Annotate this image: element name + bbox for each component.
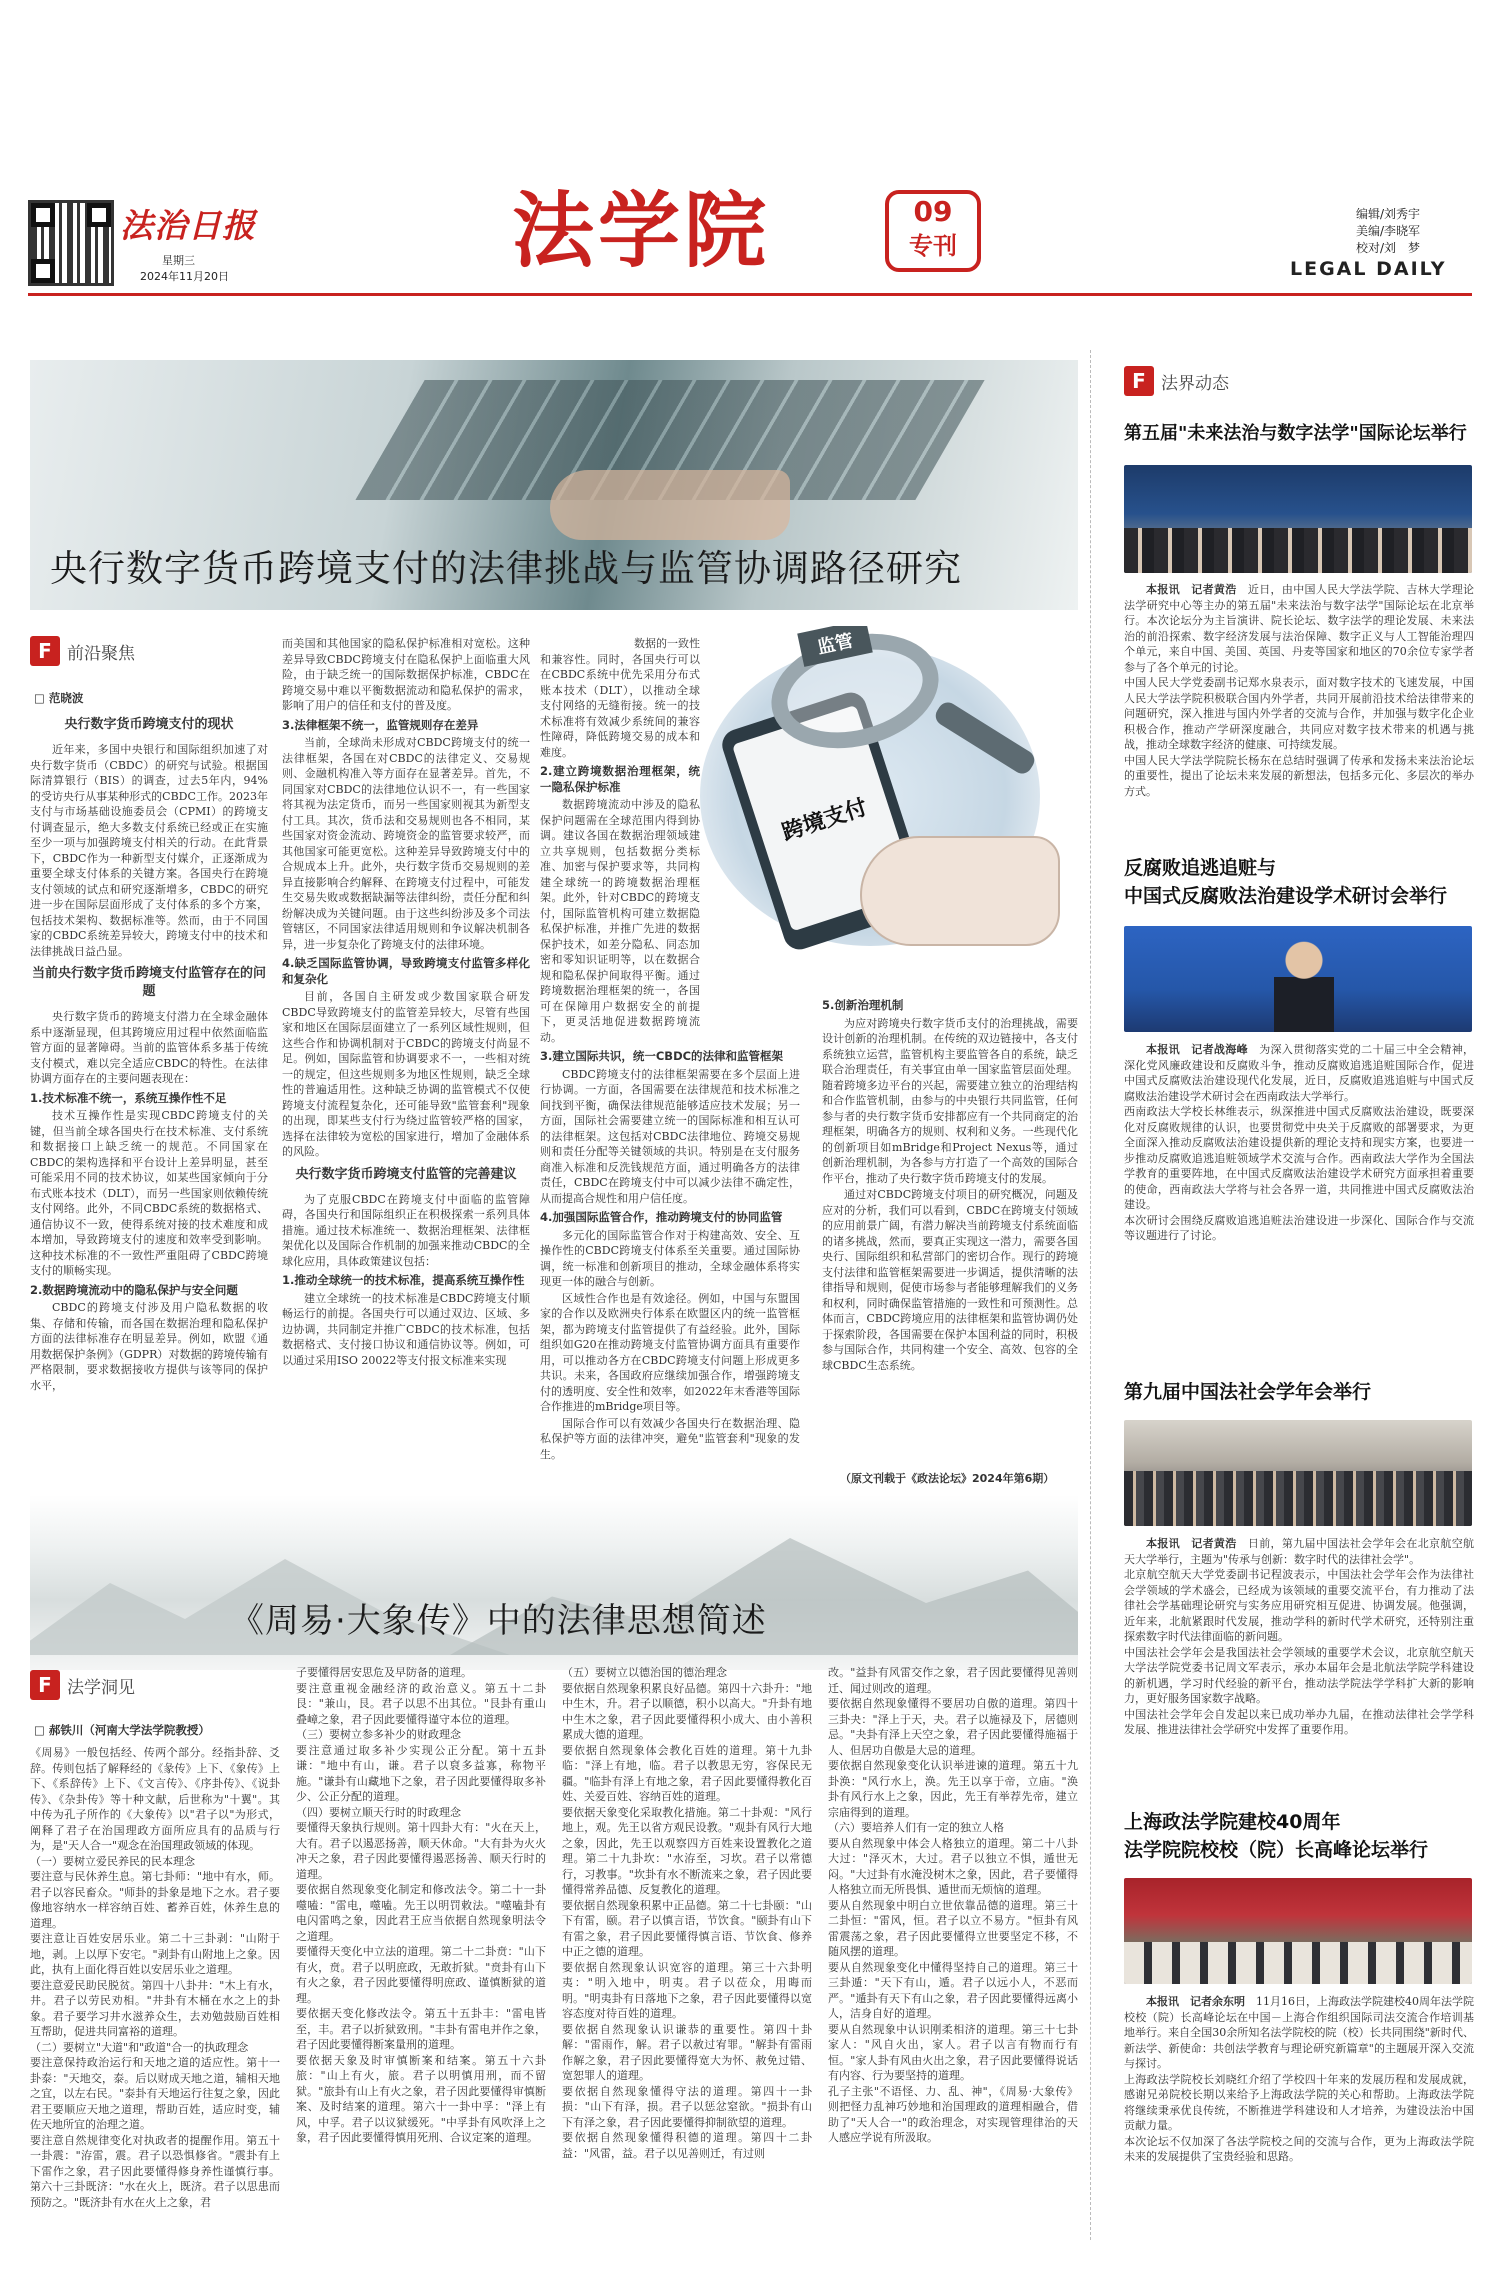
news-photo-forum [1124,465,1472,573]
paragraph: 为应对跨境央行数字货币支付的治理挑战，需要设计创新的治理机制。在传统的双边链接中，各支付系统独立运营，监管机构主要监管各自的系统，缺乏联合治理责任，有关事宜由单一国家监管层面处理。随着跨境多边平台的兴起，需要建立独立的治理结构和合作监管机制，由参与的中央银行共同监管，任何参与者的央行数字货币安排都应有一个共同商定的治理框架，明确各方的规则、权利和义务。一些现代化的创新项目如mBridge和Project Nexus等，通过创新治理机制，为各参与方打造了一个高效的国际合作平台，推动了央行数字货币跨境支付的发展。 [822,1016,1078,1185]
point-heading: 5.创新治理机制 [822,998,904,1012]
paragraph: 而美国和其他国家的隐私保护标准相对宽松。这种差异导致CBDC跨境支付在隐私保护上面临重大风险，由于缺乏统一的国际数据保护标准，CBDC在跨境交易中难以平衡数据流动和隐私保护的需求，影响了用户的信任和支付的普及度。 [282,637,530,712]
column-divider [1090,350,1091,2240]
news-photo-sociology [1124,1420,1472,1526]
news-byline: 本报讯 记者战海峰 [1146,1043,1248,1056]
photo-group [1124,1471,1472,1526]
source-note: （原文刊载于《政法论坛》2024年第6期） [840,1472,1055,1485]
paragraph: 央行数字货币的跨境支付潜力在全球金融体系中逐渐显现，但其跨境应用过程中依然面临监管方面的显著障碍。当前的监管体系多基于传统支付模式，难以完全适应CBDC的特性。在法律协调方面存在的主要问题表现在： [30,1010,268,1085]
paragraph: 数据的一致性和兼容性。同时，各国央行可以在CBDC系统中优先采用分布式账本技术（DLT），以推动全球支付网络的无缝衔接。统一的技术标准将有效减少系统间的兼容性障碍，降低跨境交易的成本和难度。 [540,637,700,759]
qr-corner-icon [31,203,55,227]
photo-speaker [1274,940,1334,1032]
supervision-sign: 监管 [797,626,873,667]
masthead-rule [28,293,1472,296]
point-heading: 3.法律框架不统一，监管规则存在差异 [282,717,479,732]
paragraph: 为了克服CBDC在跨境支付中面临的监管障碍，各国央行和国际组织正在积极探索一系列具体措施。通过技术标准统一、数据治理框架、法律框架优化以及国际合作机制的加强来推动CBDC的全球化应用，具体政策建议包括： [282,1192,530,1268]
section-label: 法学洞见 [67,1677,135,1698]
news-byline: 本报讯 记者黄浩 [1146,583,1237,596]
lead-column-2 [282,636,530,1468]
subheading: 当前央行数字货币跨境支付监管存在的问题 [31,966,266,999]
news-body [1124,1536,1474,1780]
paragraph: 当前，全球尚未形成对CBDC跨境支付的统一法律框架，各国在对CBDC的法律定义、交易规则、金融机构准入等方面存在显著差异。首先，不同国家对CBDC的法律地位认识不一，有一些国家将其视为法定货币，而另一些国家则视其为新型支付工具。其次，货币法和交易规则也各不相同，某些国家对资金流动、跨境资金的监管要求较严，而其他国家可能更宽松。这种差异导致跨境支付中的合规成本上升。此外，央行数字货币交易规则的差异直接影响合约解释、在跨境支付过程中，可能发生交易失败或数据缺漏等法律纠纷，责任分配和纠纷解决成为关键问题。由于这些纠纷涉及多个司法管辖区，不同国家法律适用规则和争议解决机制各异，进一步复杂化了跨境支付的法律环境。 [282,736,530,951]
issue-number: 09 [913,195,953,228]
essay-headline: 《周易·大象传》中的法律思想简述 [230,1601,767,1641]
photo-people [1124,528,1472,573]
point-heading: 4.加强国际监管合作，推动跨境支付的协同监管 [540,1210,783,1224]
paragraph: 多元化的国际监管合作对于构建高效、安全、互操作性的CBDC跨境支付体系至关重要。通过国际协调，统一标准和创新项目的推动，全球金融体系将实现更一体的融合与创新。 [540,1228,800,1288]
news-title: 第五届"未来法治与数字法学"国际论坛举行 [1124,423,1467,444]
section-header-frontier [30,636,135,666]
point-heading: 4.缺乏国际监管协调，导致跨境支付监管多样化和复杂化 [282,956,530,986]
news-text [1124,1042,1474,1244]
news-content: 11月16日，上海政法学院建校40周年法学院校校（院）长高峰论坛在中国－上海合作组织国际司法交流合作培训基地举行。来自全国30余所知名法学院校的院（校）长共同围绕"新时代、新法学、新使命：共创法学教育与理论研究新篇章"的主题展开深入交流与探讨。 上海政法学院校长刘晓红介绍了学校四十年来的发展历程和发展成就，感谢兄弟院校长期以来给予上海政法学院的关心和帮助。上海政法学院将继续秉承优良传统，不断推进学科建设和人才培养，为建设法治中国贡献力量。 本次论坛不仅加深了各法学院校之间的交流与合作，更为上海政法学院未来的发展提供了宝贵经验和思路。 [1124,1995,1474,2163]
essay-author: □ 郝铁川（河南大学法学院教授） [34,1723,210,1737]
phone-screen-text: 跨境支付 [778,794,871,846]
section-label: 前沿聚焦 [67,643,135,664]
news-title: 上海政法学院建校40周年 法学院院校校（院）长高峰论坛举行 [1124,1811,1429,1861]
paragraph: 近年来，多国中央银行和国际组织加速了对央行数字货币（CBDC）的研究与试验。根据国际清算银行（BIS）的调查，过去5年内，94%的受访央行从事某种形式的CBDC工作。2023年支付与市场基础设施委员会（CPMI）的跨境支付调查显示，绝大多数支付系统已经或正在实施至少一项与加强跨境支付相关的行动。在此背景下，CBDC作为一种新型支付媒介，正逐渐成为重要全球支付体系的关键方案。各国央行在跨境支付领域的试点和研究逐渐增多，CBDC的研究进一步在国际层面形成了支付体系的多个方案，包括技术架构、数据标准等。然而，由于不同国家的CBDC系统差异较大，跨境支付中的技术和法律挑战日益凸显。 [30,743,268,958]
editor-credit: 编辑/刘秀宇 [1356,207,1421,221]
section-logo-icon: F [30,636,60,666]
paragraph: 数据跨境流动中涉及的隐私保护问题需在全球范围内得到协调。建议各国在数据治理领域建立共享规则，包括数据分类标准、加密与保护要求等，共同构建全球统一的跨境数据治理框架。此外，针对CBDC的跨境支付，国际监管机构可建立数据隐私保护标准，并推广先进的数据保护技术，如差分隐私、同态加密和零知识证明等，以在数据合规和隐私保护间取得平衡。通过跨境数据治理框架的统一，各国可在保障用户数据安全的前提下，更灵活地促进数据跨境流动。 [540,798,700,1044]
lead-column-3 [540,636,800,1468]
news-byline: 本报讯 记者黄浩 [1146,1537,1237,1550]
section-header-insight [30,1670,135,1700]
subheading: 央行数字货币跨境支付监管的完善建议 [295,1166,517,1182]
hand-illustration [860,836,1060,946]
point-heading: 2.数据跨境流动中的隐私保护与安全问题 [30,1282,238,1297]
essay-column-4: 改。"益卦有风雷交作之象，君子因此要懂得见善则迁、闻过则改的道理。 要依据自然现象懂得不要居功自傲的道理。第四十三卦夬："泽上于天，夬。君子以施禄及下，居德则忌。"夬卦有泽上天空之象，君子因此要懂得施福于人、但居功自傲是大忌的道理。 要依据自然现象变化认识举进谏的道理。第五十九卦涣："风行水上，涣。先王以享于帝，立庙。"涣卦有风行水上之象，因此，先王有举荐先帝，建立宗庙得到的道理。 （六）要培养人们有一定的独立人格 要从自然现象中体会人格独立的道理。第二十八卦大过："泽灭木，大过。君子以独立不惧，遁世无闷。"大过卦有水淹没树木之象，因此，君子要懂得人格独立而无所畏惧、遁世而无烦恼的道理。 要从自然现象中明白立世依靠品德的道理。第三十二卦恒："雷风，恒。君子以立不易方。"恒卦有风雷震荡之象，君子因此要懂得立世要坚定不移，不随风摆的道理。 要从自然现象变化中懂得坚持自己的道理。第三十三卦遁："天下有山，遁。君子以远小人，不恶而严。"遁卦有天下有山之象，君子因此要懂得远离小人，洁身自好的道理。 要从自然现象中认识刚柔相济的道理。第三十七卦家人："风自火出，家人。君子以言有物而行有恒。"家人卦有风由火出之象，君子因此要懂得说话有内容、行为要坚持的道理。 孔子主张"不语怪、力、乱、神"，《周易·大象传》则把怪力乱神巧妙地和治国理政的道理相融合，借助了"天人合一"的政治理念，对实现管理律治的天人感应学说有所汲取。 [828,1666,1078,2144]
paragraph: 目前，各国自主研发或少数国家联合研发CBDC导致跨境支付的监管差异较大，尽管有些国家和地区在国际层面建立了一系列区域性规则，但这些合作和协调机制对于CBDC的跨境支付尚显不足。例如，国际监管和协调要求不一，一些相对统一的规定，但这些规则多为地区性规则，缺乏全球性的普遍适用性。这种缺乏协调的监管模式不仅使跨境支付流程复杂化，还可能导致"监管套利"现象的出现，即某些支付行为绕过监管较严格的国家，选择在法律较为宽松的国家进行，增加了金融体系的风险。 [282,990,530,1158]
issue-badge [885,190,981,272]
point-heading: 3.建立国际共识，统一CBDC的法律和监管框架 [540,1049,784,1063]
essay-column-3: （五）要树立以德治国的德治理念 要依据自然现象积累良好品德。第四十六卦升："地中生木，升。君子以顺德，积小以高大。"升卦有地中生木之象，君子因此要懂得积小成大、由小善积累成大德的道理。 要依据自然现象体会教化百姓的道理。第十九卦临："泽上有地，临。君子以教思无穷，容保民无疆。"临卦有泽上有地之象，君子因此要懂得教化百姓、关爱百姓、容纳百姓的道理。 要依据天象变化采取教化措施。第二十卦观："风行地上，观。先王以省方观民设教。"观卦有风行大地之象，因此，先王以观察四方百姓来设置教化之道理。第二十九卦坎："水洊至，习坎。君子以常德行，习教事。"坎卦有水不断流来之象，君子因此要懂得常养品德、反复教化的道理。 要依据自然现象积累中正品德。第二十七卦颐："山下有雷，颐。君子以慎言语，节饮食。"颐卦有山下有雷之象，君子因此要懂得慎言语、节饮食、修养中正之德的道理。 要依据自然现象认识宽容的道理。第三十六卦明夷："明入地中，明夷。君子以莅众，用晦而明。"明夷卦有日落地下之象，君子因此要懂得以宽容态度对待百姓的道理。 要依据自然现象认识谦恭的重要性。第四十卦解："雷雨作，解。君子以赦过宥罪。"解卦有雷雨作解之象，君子因此要懂得宽大为怀、赦免过错、宽恕罪人的道理。 要依据自然现象懂得守法的道理。第四十一卦损："山下有泽，损。君子以惩忿窒欲。"损卦有山下有泽之象，君子因此要懂得抑制欲望的道理。 要依据自然现象懂得积德的道理。第四十二卦益："风雷，益。君子以见善则迁，有过则 [562,1666,812,2160]
news-content: 为深入贯彻落实党的二十届三中全会精神，深化党风廉政建设和反腐败斗争，推动反腐败追逃追赃国际合作，促进中国式反腐败法治建设现代化发展，近日，反腐败追逃追赃与中国式反腐败法治建设学术研讨会在西南政法大学举行。 西南政法大学校长林维表示，纵深推进中国式反腐败法治建设，既要深化对反腐败规律的认识，也要贯彻党中央关于反腐败的部署要求，为更全面深入推动反腐败法治建设提供新的理论支持和现实方案，也要进一步推动反腐败追逃追赃领域学术交流与合作。西南政法大学作为全国法学教育的重要阵地，在中国式反腐败法治建设学术研究方面承担着重要的使命，西南政法大学将与社会各界一道，共同推进中国式反腐败法治建设。 本次研讨会围绕反腐败追逃追赃法治建设进一步深化、国际合作与交流等议题进行了讨论。 [1124,1043,1474,1242]
paragraph: 通过对CBDC跨境支付项目的研究概况，问题及应对的分析，我们可以看到，CBDC在跨境支付领域的应用前景广阔，有潜力解决当前跨境支付系统面临的诸多挑战，然而，要真正实现这一潜力，需要各国央行、国际组织和私营部门的密切合作。现行的跨境支付法律和监管框架需要进一步调适，提供清晰的法律指导和规则，促使市场参与者能够理解我们的义务和权利，同时确保监管措施的一致性和可预测性。总体而言，CBDC跨境应用的法律框架和监管协调仍处于探索阶段，各国需要在保护本国利益的同时，积极参与国际合作，共同构建一个安全、高效、包容的全球CBDC生态系统。 [822,1188,1078,1372]
news-content: 日前，第九届中国法社会学年会在北京航空航天大学举行，主题为"传承与创新：数字时代的法律社会学"。 北京航空航天大学党委副书记程波表示，中国法社会学年会作为法律社会学领域的学术盛会，已经成为该领域的重要交流平台，有力推动了法律社会学基础理论研究与实务应用研究相互促进、协调发展。他强调，近年来，北航紧跟时代发展，推动学科的新时代学术研究，还特别注重探索数字时代法律面临的新问题。 中国法社会学年会是我国法社会学领域的重要学术会议，北京航空航天大学法学院党委书记周文军表示，承办本届年会是北航法学院学科建设的新机遇，学习时代经验的新平台，推动法学院法学学科扩大新的影响力，更好服务国家数字战略。 中国法社会学年会自发起以来已成功举办九届，在推动法律社会学学科发展、推进法律社会学研究中发挥了重要作用。 [1124,1537,1474,1736]
lead-column-1 [30,710,268,1470]
paragraph: CBDC跨境支付的法律框架需要在多个层面上进行协调。一方面，各国需要在法律规范和技术标准之间找到平衡，确保法律规范能够适应技术发展；另一方面，国际社会需要建立统一的国际标准和相互认可的法律框架。这包括对CBDC法律地位、跨境交易规则和责任分配等关键领域的共识。特别是在支付服务商准入标准和反洗钱规范方面，通过明确各方的法律责任，CBDC在跨境支付中可以减少法律不确定性，从而提高合规性和用户信任度。 [540,1067,800,1205]
paragraph: CBDC的跨境支付涉及用户隐私数据的收集、存储和传输，而各国在数据治理和隐私保护方面的法律标准存在明显差异。例如，欧盟《通用数据保护条例》（GDPR）对数据的跨境传输有严格限制，要求数据接收方提供与该等同的保护水平， [30,1301,268,1392]
lead-headline: 央行数字货币跨境支付的法律挑战与监管协调路径研究 [50,547,962,590]
lead-column-4 [822,994,1078,1468]
point-heading: 1.技术标准不统一，系统互操作性不足 [30,1090,227,1105]
news-byline: 本报讯 记者余东明 [1146,1995,1245,2008]
lead-author: □ 范晓波 [34,691,84,705]
paper-logo: 法治日报 [120,206,256,245]
section-header-news [1124,366,1229,396]
news-title: 第九届中国法社会学年会举行 [1124,1381,1372,1403]
qr-corner-icon [87,203,111,227]
news-text [1124,1994,1474,2165]
paragraph: 技术互操作性是实现CBDC跨境支付的关键，但当前全球各国央行在技术标准、支付系统和数据接口上缺乏统一的规范。不同国家在CBDC的架构选择和平台设计上差异明显，甚至可能采用不同的技术协议，如某些国家倾向于分布式账本技术（DLT），而另一些国家则依赖传统支付网络。此外，不同CBDC系统的数据格式、通信协议不一致，使得系统对接的技术难度和成本增加，导致跨境支付的速度和效率受到影响。这种技术标准的不一致性严重阻碍了CBDC跨境支付的顺畅实现。 [30,1109,268,1277]
masthead-date: 2024年11月20日 [140,270,229,283]
qr-corner-icon [31,259,55,283]
proofreader-credit: 校对/刘 梦 [1356,241,1421,255]
news-text [1124,582,1474,799]
news-body [1124,582,1474,804]
designer-credit: 美编/李晓军 [1356,224,1421,238]
section-logo-icon: F [30,1670,60,1700]
news-photo-shanghai [1124,1878,1472,1984]
news-photo-anticorruption [1124,926,1472,1032]
hand-graphic [550,470,790,540]
essay-column-2: 子要懂得居安思危及早防备的道理。 要注意重视金融经济的政治意义。第五十二卦艮："兼山，艮。君子以思不出其位。"艮卦有重山叠嶂之象，君子因此要懂得谨守本位的道理。 （三）要树立参多补少的财政理念 要注意通过取多补少实现公正分配。第十五卦谦："地中有山，谦。君子以裒多益寡，称物平施。"谦卦有山藏地下之象，君子因此要懂得取多补少、公正分配的道理。 （四）要树立顺天行时的时政理念 要懂得天象执行规则。第十四卦大有："火在天上，大有。君子以遏恶扬善，顺天休命。"大有卦为火火冲天之象，君子因此要懂得遏恶扬善、顺天行时的道理。 要依据自然现象变化制定和修改法令。第二十一卦噬嗑："雷电，噬嗑。先王以明罚敕法。"噬嗑卦有电闪雷鸣之象，因此君王应当依据自然现象明法令之道理。 要懂得天变化中立法的道理。第二十二卦贲："山下有火，贲。君子以明庶政，无敢折狱。"贲卦有山下有火之象，君子因此要懂得明庶政、谨慎断狱的道理。 要依据天变化修改法令。第五十五卦丰："雷电皆至，丰。君子以折狱致刑。"丰卦有雷电并作之象，君子因此要懂得断案量刑的道理。 要依据天象及时审慎断案和结案。第五十六卦旅："山上有火，旅。君子以明慎用刑，而不留狱。"旅卦有山上有火之象，君子因此要懂得审慎断案、及时结案的道理。第六十一卦中孚："泽上有风，中孚。君子以议狱缓死。"中孚卦有风吹泽上之象，君子因此要懂得慎用死刑、合议定案的道理。 [296,1666,546,2144]
section-logo-icon: F [1124,366,1154,396]
news-body [1124,1994,1474,2240]
brand-wordmark: LEGAL DAILY [1290,258,1447,280]
subheading: 央行数字货币跨境支付的现状 [64,717,234,732]
paragraph: 建立全球统一的技术标准是CBDC跨境支付顺畅运行的前提。各国央行可以通过双边、区域、多边协调，共同制定并推广CBDC的技术标准，包括数据格式、支付接口协议和通信协议等。例如，可以通过采用ISO 20022等支付报文标准来实现 [282,1291,530,1367]
point-heading: 2.建立跨境数据治理框架，统一隐私保护标准 [540,764,700,794]
news-content: 近日，由中国人民大学法学院、吉林大学理论法学研究中心等主办的第五届"未来法治与数字法学"国际论坛在北京举行。本次论坛分为主旨演讲、院长论坛、数字法学的理论发展、未来法治的前沿探索、数字经济发展与法治保障、数字正义与人工智能治理四个单元，来自中国、美国、英国、丹麦等国家和地区的70余位专家学者参与了各个单元的讨论。 中国人民大学党委副书记郑水泉表示，面对数字技术的飞速发展，中国人民大学法学院积极联合国内外学者，共同开展前沿技术给法律带来的问题研究，深入推进与国内外学者的交流与合作，并加强与数字化企业积极合作，推动产学研深度融合，共同应对数字技术带来的机遇与挑战，推动全球数字经济的健康、可持续发展。 中国人民大学法学院院长杨东在总结时强调了传承和发扬未来法治论坛的重要性，提出了论坛未来发展的新想法，包括多元化、多层次的举办方式。 [1124,583,1474,798]
section-title: 法学院 [512,184,771,279]
section-label: 法界动态 [1161,373,1229,394]
essay-banner-image [30,1495,1078,1670]
essay-column-1: 《周易》一般包括经、传两个部分。经指卦辞、爻辞。传则包括了解释经的《彖传》上下、《象传》上下、《系辞传》上下、《文言传》、《序卦传》、《说卦传》、《杂卦传》等十种文献，后世称为"十翼"。其中传为孔子所作的《大象传》以"君子以"为形式，阐释了君子在治国理政方面所应具有的品质与行为，是"天人合一"观念在治国理政领域的体现。 （一）要树立爱民养民的民本理念 要注意与民休养生息。第七卦师："地中有水，师。君子以容民畜众。"师卦的卦象是地下之水。君子要像地容纳水一样容纳百姓、蓄养百姓，休养生息的道理。 要注意让百姓安居乐业。第二十三卦剥："山附于地，剥。上以厚下安宅。"剥卦有山附地上之象。因此，执有上面化得百姓以安居乐业之道理。 要注意爱民助民脱贫。第四十八卦井："木上有水，井。君子以劳民劝相。"井卦有木桶在水之上的卦象。君子要学习井水滋养众生，去劝勉鼓励百姓相互帮助，促进共同富裕的道理。 （二）要树立"大道"和"政道"合一的执政理念 要注意保持政治运行和天地之道的适应性。第十一卦泰："天地交，泰。后以财成天地之道，辅相天地之宜，以左右民。"泰卦有天地运行往复之象，因此君王要顺应天地之道理，帮助百姓，适应时变，辅佐天地所宜的治理之道。 要注意自然规律变化对执政者的提醒作用。第五十一卦震："洊雷，震。君子以恐惧修省。"震卦有上下雷作之象，君子因此要懂得修身养性谨慎行事。第六十三卦既济："水在火上，既济。君子以思患而预防之。"既济卦有水在火上之象，君 [30,1746,280,2209]
point-heading: 1.推动全球统一的技术标准，提高系统互操作性 [282,1273,525,1287]
masthead-weekday: 星期三 [162,254,195,267]
photo-table [1124,1942,1472,1984]
issue-type: 专刊 [909,232,957,260]
news-text [1124,1536,1474,1738]
paragraph: 区域性合作也是有效途径。例如，中国与东盟国家的合作以及欧洲央行体系在欧盟区内的统一监管框架，都为跨境支付监管提供了有益经验。此外，国际组织如G20在推动跨境支付监管协调方面具有重要作用，可以推动各方在CBDC跨境支付问题上形成更多共识。未来，各国政府应继续加强合作，增强跨境支付的透明度、安全性和效率，如2022年末香港等国际合作推进的mBridge项目等。 [540,1291,800,1413]
news-body [1124,1042,1474,1342]
news-title: 反腐败追逃追赃与 中国式反腐败法治建设学术研讨会举行 [1124,857,1448,907]
paragraph: 国际合作可以有效减少各国央行在数据治理、隐私保护等方面的法律冲突，避免"监管套利"现象的发生。 [540,1416,800,1461]
